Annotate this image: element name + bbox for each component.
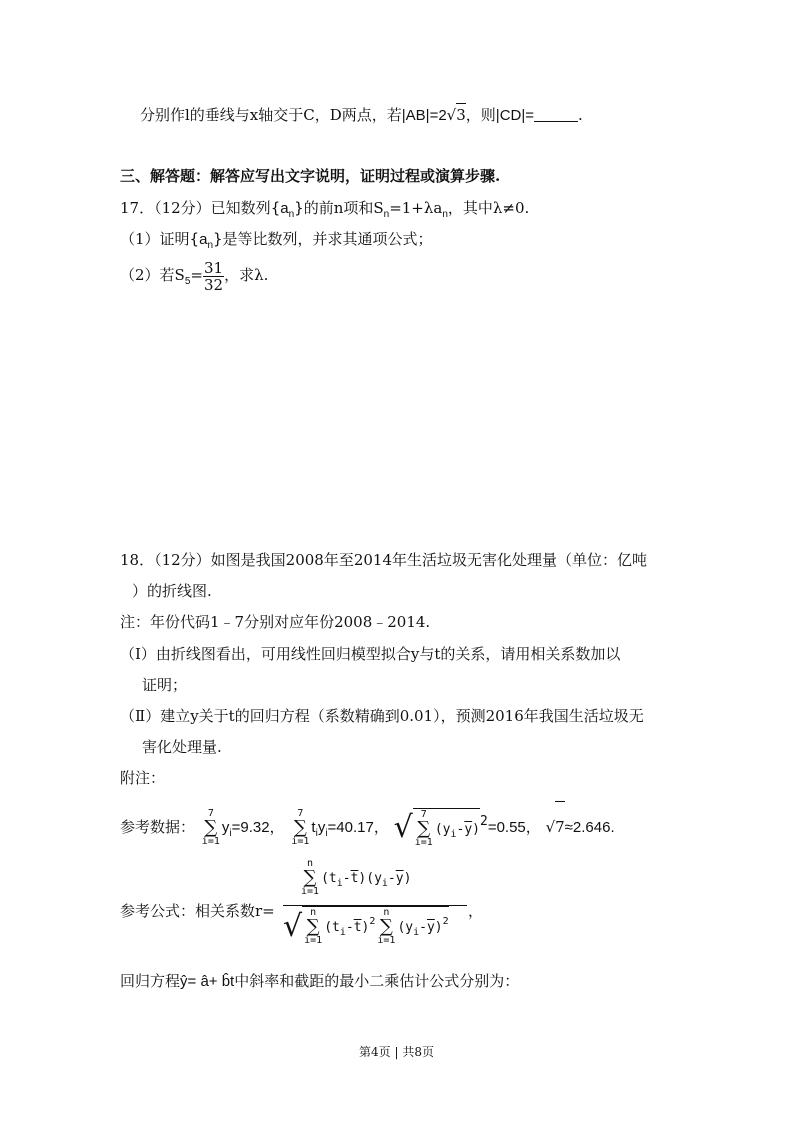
q16-ab: |AB|=2 bbox=[401, 107, 447, 124]
q18-line1: 18．（12分）如图是我国2008年至2014年生活垃圾无害化处理量（单位：亿吨 bbox=[120, 551, 648, 569]
fraction-31-32: $\frac{31}{32}$ bbox=[203, 258, 224, 294]
section3-title: 三、解答题：解答应写出文字说明，证明过程或演算步骤. bbox=[120, 167, 501, 185]
q16-sqrt3: √3 bbox=[447, 103, 466, 125]
q18-part1-a: （Ⅰ）由折线图看出，可用线性回归模型拟合y与t的关系，请用相关系数加以 bbox=[120, 645, 621, 663]
q18-part2-b: 害化处理量. bbox=[142, 738, 222, 756]
ref-data-line: 参考数据： 7 ∑ i=1 $y_i=9.32$， 7 ∑ i=1 $t_iy_i=40.17$， √ 7 ∑ i=1 $(y_i-\overline{y})2=0.55$， √7≈2.646. bbox=[120, 798, 615, 858]
q16-answer-blank bbox=[534, 107, 578, 122]
q18-line2: ）的折线图. bbox=[132, 582, 212, 600]
q16-tail-line: 分别作l的垂线与x轴交于C，D两点，若|AB|=2√3，则|CD|= . bbox=[140, 103, 583, 126]
q17-part2: （2）若$S_5=$ $\frac{31}{32}$ ，求λ. bbox=[120, 258, 269, 294]
q18-note: 注：年份代码1﹣7分别对应年份2008﹣2014. bbox=[120, 613, 431, 631]
regression-equation: ŷ= â+ b̂t bbox=[180, 973, 235, 990]
page-footer: 第4页 | 共8页 bbox=[359, 1045, 434, 1059]
q16-text-a: 分别作l的垂线与x轴交于C，D两点，若 bbox=[140, 106, 402, 124]
regression-line: 回归方程ŷ= â+ b̂t中斜率和截距的最小二乘估计公式分别为： bbox=[120, 972, 520, 990]
q18-part1-b: 证明； bbox=[142, 676, 188, 694]
sum-symbol: 7 ∑ i=1 bbox=[291, 808, 310, 847]
correlation-fraction: n ∑ i=1 $(t_i-\overline{t})(y_i-\overline{y})$ √ n ∑ i=1 $(t_i-\overline{t})^2$ n ∑ i=1 $(y_i-\overline{y})^2$ bbox=[283, 858, 469, 958]
q17-part1: （1）证明$\{a_n\}$是等比数列，并求其通项公式； bbox=[120, 230, 433, 251]
q16-cd: |CD|= bbox=[495, 107, 535, 124]
ref-formula: 参考公式：相关系数r= n ∑ i=1 $(t_i-\overline{t})(y_i-\overline{y})$ √ n ∑ i=1 $(t_i-\overline{t})^2$ n ∑ i=1 $(y_i-\overline{y})^2$ ， bbox=[120, 858, 740, 958]
sum-symbol: 7 ∑ i=1 bbox=[201, 808, 220, 847]
q17-head: 17．（12分）已知数列$\{a_n\}$的前n项和$S_n=1+\lambda a_n$，其中λ≠0. bbox=[120, 199, 530, 220]
sqrt7: √7 bbox=[546, 801, 565, 851]
q18-part2-a: （Ⅱ）建立y关于t的回归方程（系数精确到0.01），预测2016年我国生活垃圾无 bbox=[120, 707, 644, 725]
q18-fuzhu: 附注： bbox=[120, 769, 166, 787]
q16-text-b: ，则 bbox=[465, 106, 496, 124]
sqrt-sum-variance: √ 7 ∑ i=1 $(y_i-\overline{y})$ bbox=[393, 808, 480, 848]
